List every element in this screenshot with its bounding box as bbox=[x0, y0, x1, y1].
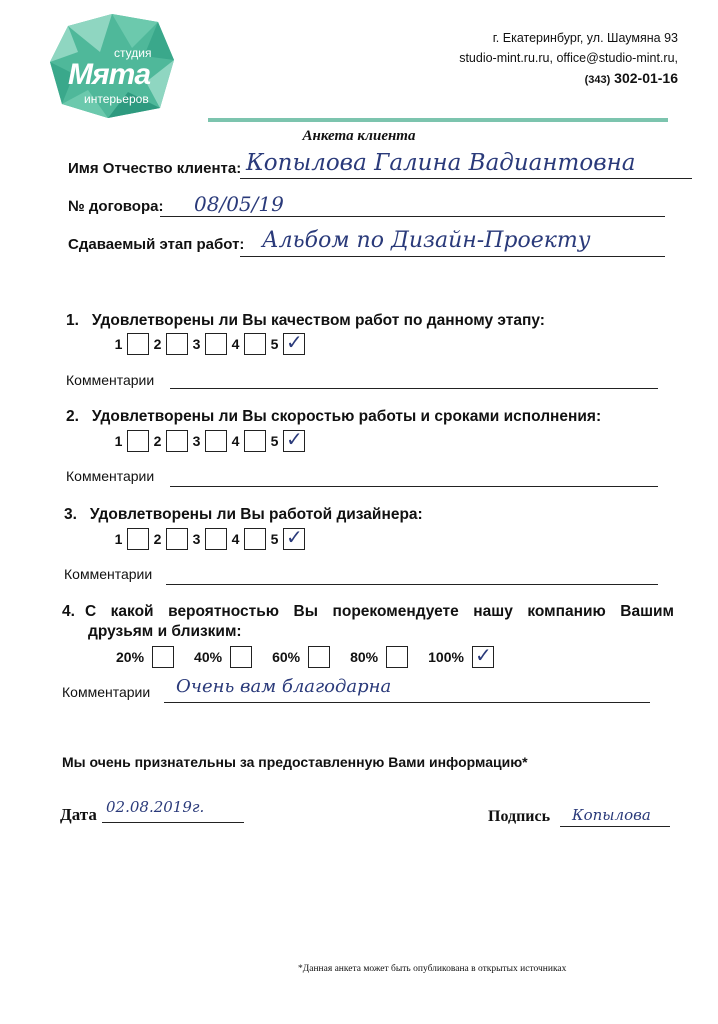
scale-label-4: 4 bbox=[231, 336, 240, 352]
stage-value[interactable]: Альбом по Дизайн-Проекту bbox=[262, 228, 591, 253]
comment-label-4: Комментарии bbox=[62, 684, 151, 700]
rating-box-1[interactable] bbox=[127, 333, 149, 355]
logo-studio-text: студия bbox=[114, 46, 152, 60]
option-label-40: 40% bbox=[194, 649, 223, 665]
scale-label-1: 1 bbox=[114, 433, 123, 449]
address: г. Екатеринбург, ул. Шаумяна 93 bbox=[492, 31, 678, 45]
rating-box-2[interactable] bbox=[166, 333, 188, 355]
signature-underline bbox=[560, 826, 670, 827]
question-2 bbox=[66, 408, 601, 426]
rating-box-4[interactable] bbox=[244, 333, 266, 355]
comment-line-3[interactable] bbox=[166, 584, 658, 585]
rating-box-1[interactable] bbox=[127, 528, 149, 550]
client-label: Имя Отчество клиента: bbox=[68, 160, 242, 177]
rating-box-4[interactable] bbox=[244, 528, 266, 550]
scale-label-5: 5 bbox=[270, 433, 279, 449]
stage-underline bbox=[240, 256, 665, 257]
question-4 bbox=[62, 603, 674, 641]
thanks-text: Мы очень признательны за предоставленную Вами информацию* bbox=[62, 754, 528, 770]
scale-label-5: 5 bbox=[270, 531, 279, 547]
contract-label: № договора: bbox=[68, 198, 164, 215]
option-box-100[interactable] bbox=[472, 643, 494, 668]
rating-scale-3 bbox=[112, 525, 307, 550]
question-text: Удовлетворены ли Вы качеством работ по данному этапу: bbox=[91, 312, 545, 329]
question-4-line-1 bbox=[62, 603, 674, 621]
web-email: studio-mint.ru.ru, office@studio-mint.ru, bbox=[459, 51, 678, 65]
scale-label-1: 1 bbox=[114, 531, 123, 547]
comment-line-1[interactable] bbox=[170, 388, 658, 389]
comment-line-2[interactable] bbox=[170, 486, 658, 487]
contract-value[interactable]: 08/05/19 bbox=[194, 192, 284, 216]
check-icon: ✓ bbox=[474, 643, 492, 667]
rating-box-1[interactable] bbox=[127, 430, 149, 452]
question-number: 2. bbox=[66, 408, 79, 425]
comment-line-4 bbox=[164, 702, 650, 703]
contacts-block bbox=[459, 28, 678, 90]
option-label-80: 80% bbox=[350, 649, 379, 665]
date-value[interactable]: 02.08.2019г. bbox=[106, 798, 205, 816]
option-box-80[interactable] bbox=[386, 646, 408, 668]
question-3 bbox=[64, 506, 423, 524]
comment-value-4[interactable]: Очень вам благодарна bbox=[176, 676, 392, 697]
form-title: Анкета клиента bbox=[302, 128, 416, 144]
contract-underline bbox=[160, 216, 665, 217]
footnote: *Данная анкета может быть опубликована в открытых источниках bbox=[298, 964, 567, 974]
rating-scale-1 bbox=[112, 330, 307, 355]
option-box-60[interactable] bbox=[308, 646, 330, 668]
rating-box-3[interactable] bbox=[205, 430, 227, 452]
rating-box-2[interactable] bbox=[166, 528, 188, 550]
date-underline bbox=[102, 822, 244, 823]
rating-box-5[interactable] bbox=[283, 427, 305, 452]
header-divider bbox=[208, 118, 668, 122]
comment-label-1: Комментарии bbox=[66, 372, 155, 388]
option-label-100: 100% bbox=[428, 649, 464, 665]
question-number: 4. bbox=[62, 603, 75, 620]
option-label-60: 60% bbox=[272, 649, 301, 665]
check-icon: ✓ bbox=[286, 330, 303, 354]
rating-box-2[interactable] bbox=[166, 430, 188, 452]
comment-label-3: Комментарии bbox=[64, 566, 153, 582]
scale-label-2: 2 bbox=[153, 531, 162, 547]
client-underline bbox=[240, 178, 692, 179]
rating-box-5[interactable] bbox=[283, 330, 305, 355]
signature-value[interactable]: Копылова bbox=[572, 806, 651, 824]
date-label: Дата bbox=[60, 805, 97, 824]
signature-label: Подпись bbox=[488, 808, 551, 825]
scale-label-2: 2 bbox=[153, 433, 162, 449]
logo-name-text: Мята bbox=[68, 58, 151, 91]
studio-logo bbox=[48, 12, 176, 120]
logo-sub-text: интерьеров bbox=[84, 92, 149, 106]
scale-label-1: 1 bbox=[114, 336, 123, 352]
comment-label-2: Комментарии bbox=[66, 468, 155, 484]
question-text-line-2: друзьям и близким: bbox=[88, 623, 242, 640]
scale-label-4: 4 bbox=[231, 531, 240, 547]
phone-number: 302-01-16 bbox=[614, 70, 678, 86]
scale-label-2: 2 bbox=[153, 336, 162, 352]
question-text-line-1: С какой вероятностью Вы порекомендуете нашу компанию Вашим bbox=[84, 603, 674, 620]
rating-box-3[interactable] bbox=[205, 528, 227, 550]
probability-options bbox=[116, 643, 494, 668]
stage-label: Сдаваемый этап работ: bbox=[68, 236, 245, 253]
rating-box-5[interactable] bbox=[283, 525, 305, 550]
question-text: Удовлетворены ли Вы скоростью работы и сроками исполнения: bbox=[91, 408, 602, 425]
phone bbox=[459, 68, 678, 90]
rating-box-3[interactable] bbox=[205, 333, 227, 355]
option-label-20: 20% bbox=[116, 649, 145, 665]
rating-scale-2 bbox=[112, 427, 307, 452]
scale-label-3: 3 bbox=[192, 433, 201, 449]
question-number: 3. bbox=[64, 506, 77, 523]
question-1 bbox=[66, 312, 545, 330]
scale-label-3: 3 bbox=[192, 336, 201, 352]
question-text: Удовлетворены ли Вы работой дизайнера: bbox=[89, 506, 423, 523]
rating-box-4[interactable] bbox=[244, 430, 266, 452]
check-icon: ✓ bbox=[286, 525, 303, 549]
scale-label-4: 4 bbox=[231, 433, 240, 449]
option-box-40[interactable] bbox=[230, 646, 252, 668]
check-icon: ✓ bbox=[286, 427, 303, 451]
scale-label-5: 5 bbox=[270, 336, 279, 352]
question-number: 1. bbox=[66, 312, 79, 329]
client-value[interactable]: Копылова Галина Вадиантовна bbox=[246, 150, 636, 176]
option-box-20[interactable] bbox=[152, 646, 174, 668]
scale-label-3: 3 bbox=[192, 531, 201, 547]
phone-code: (343) bbox=[584, 74, 611, 86]
